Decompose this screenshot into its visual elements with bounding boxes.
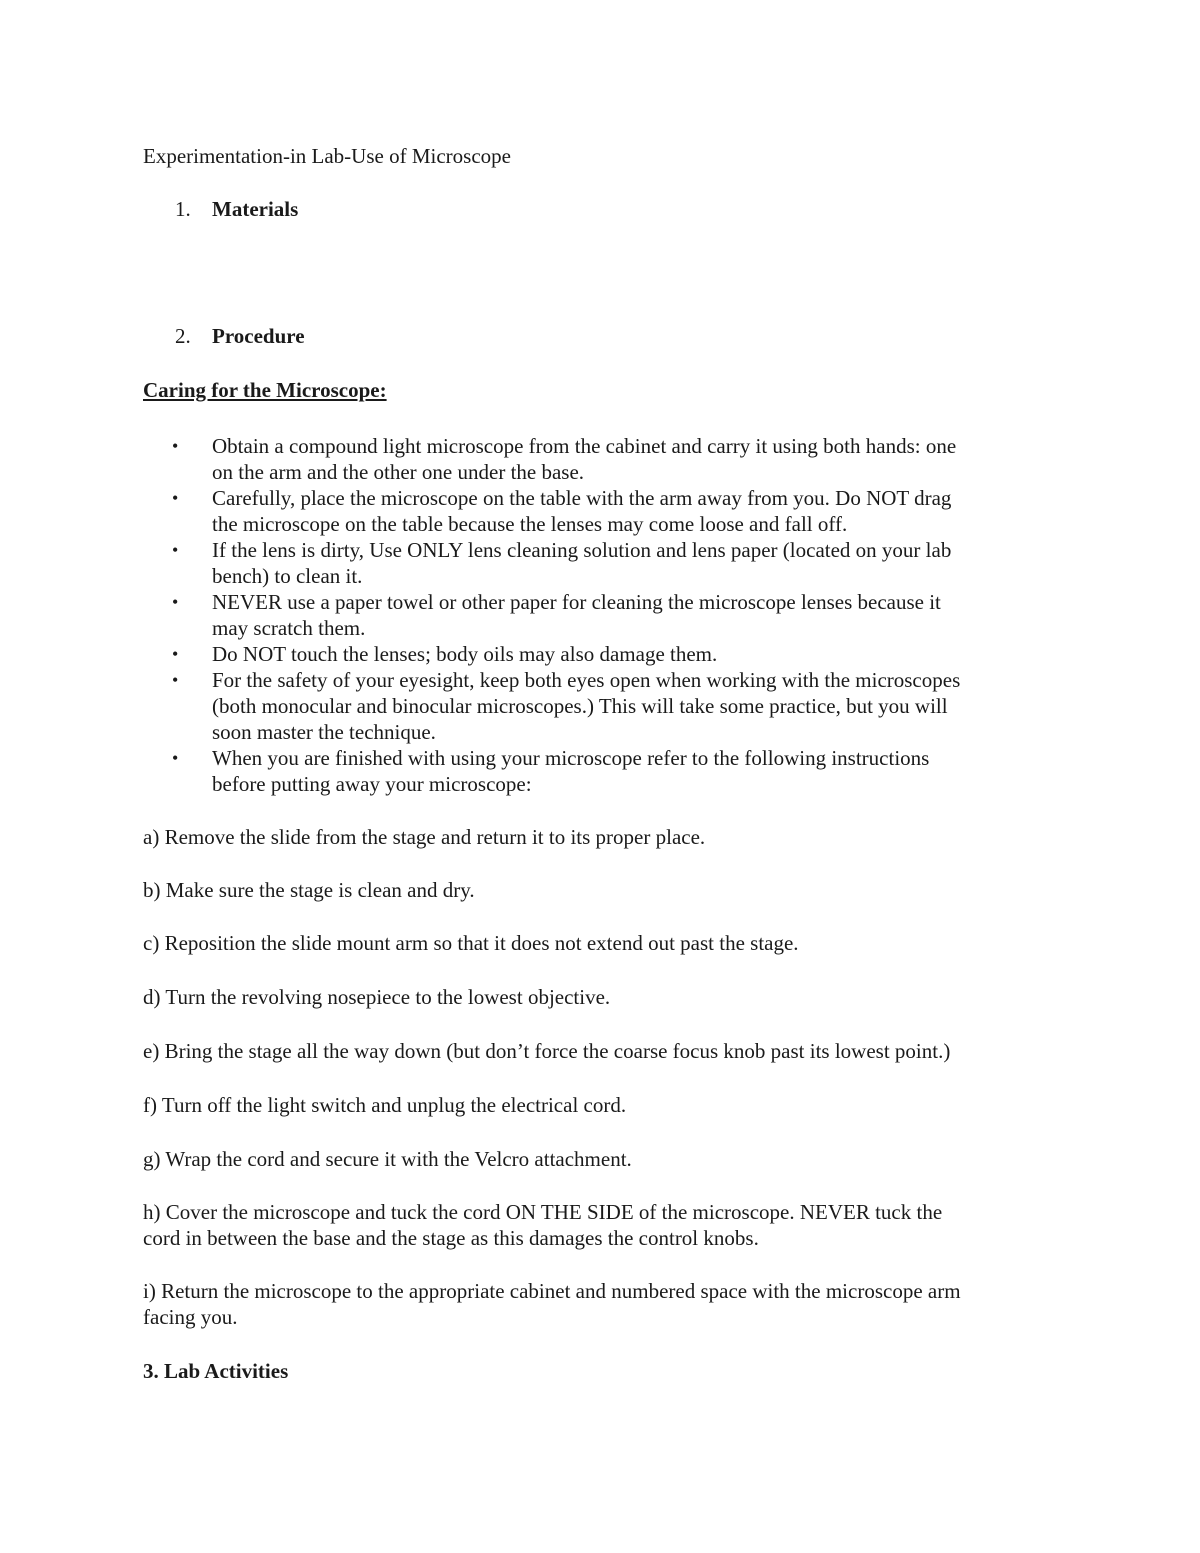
list-item: [172, 745, 1072, 797]
step-a: a) Remove the slide from the stage and return it to its proper place.: [143, 825, 706, 849]
list-item: [172, 485, 1072, 537]
bullet-text: For the safety of your eyesight, keep both eyes open when working with the microscopes (both monocular and binocular microscopes.) This will take some practice, but you will soon master the technique.: [212, 668, 961, 744]
list-item: [172, 589, 1072, 641]
step-d: d) Turn the revolving nosepiece to the lowest objective.: [143, 985, 611, 1009]
step-f: f) Turn off the light switch and unplug the electrical cord.: [143, 1093, 627, 1117]
step-h: h) Cover the microscope and tuck the cord ON THE SIDE of the microscope. NEVER tuck the cord in between the base and the stage as this damages the control knobs.: [143, 1200, 943, 1250]
step-g: g) Wrap the cord and secure it with the Velcro attachment.: [143, 1147, 632, 1171]
section-number: 2.: [175, 324, 191, 348]
step-i: i) Return the microscope to the appropriate cabinet and numbered space with the microscope arm facing you.: [143, 1279, 961, 1329]
bullet-text: When you are finished with using your microscope refer to the following instructions before putting away your microscope:: [212, 746, 930, 796]
list-item: [172, 537, 1072, 589]
bullet-text: Obtain a compound light microscope from the cabinet and carry it using both hands: one on the arm and the other one under the base.: [212, 434, 957, 484]
lab-activities-heading: 3. Lab Activities: [143, 1359, 289, 1383]
step-c: c) Reposition the slide mount arm so that it does not extend out past the stage.: [143, 931, 799, 955]
caring-heading: Caring for the Microscope:: [143, 378, 387, 402]
document-title: Experimentation-in Lab-Use of Microscope: [143, 144, 511, 168]
step-b: b) Make sure the stage is clean and dry.: [143, 878, 475, 902]
bullet-icon: •: [172, 644, 179, 664]
list-item: [172, 433, 1072, 485]
step-e: e) Bring the stage all the way down (but don’t force the coarse focus knob past its lowest point.): [143, 1039, 951, 1063]
bullet-text: NEVER use a paper towel or other paper for cleaning the microscope lenses because it may scratch them.: [212, 590, 941, 640]
bullet-text: Do NOT touch the lenses; body oils may also damage them.: [212, 642, 718, 666]
section-procedure: [175, 323, 305, 349]
bullet-icon: •: [172, 748, 179, 768]
list-item: [172, 667, 1072, 745]
caring-bullet-list: [172, 433, 1072, 797]
section-number: 1.: [175, 197, 191, 221]
bullet-icon: •: [172, 488, 179, 508]
bullet-icon: •: [172, 436, 179, 456]
section-materials: [175, 196, 298, 222]
bullet-text: If the lens is dirty, Use ONLY lens cleaning solution and lens paper (located on your lab bench) to clean it.: [212, 538, 952, 588]
bullet-icon: •: [172, 670, 179, 690]
bullet-icon: •: [172, 592, 179, 612]
list-item: [172, 641, 1072, 667]
bullet-icon: •: [172, 540, 179, 560]
section-label: Materials: [212, 197, 299, 221]
bullet-text: Carefully, place the microscope on the table with the arm away from you. Do NOT drag the microscope on the table because the lenses may come loose and fall off.: [212, 486, 952, 536]
section-label: Procedure: [212, 324, 305, 348]
